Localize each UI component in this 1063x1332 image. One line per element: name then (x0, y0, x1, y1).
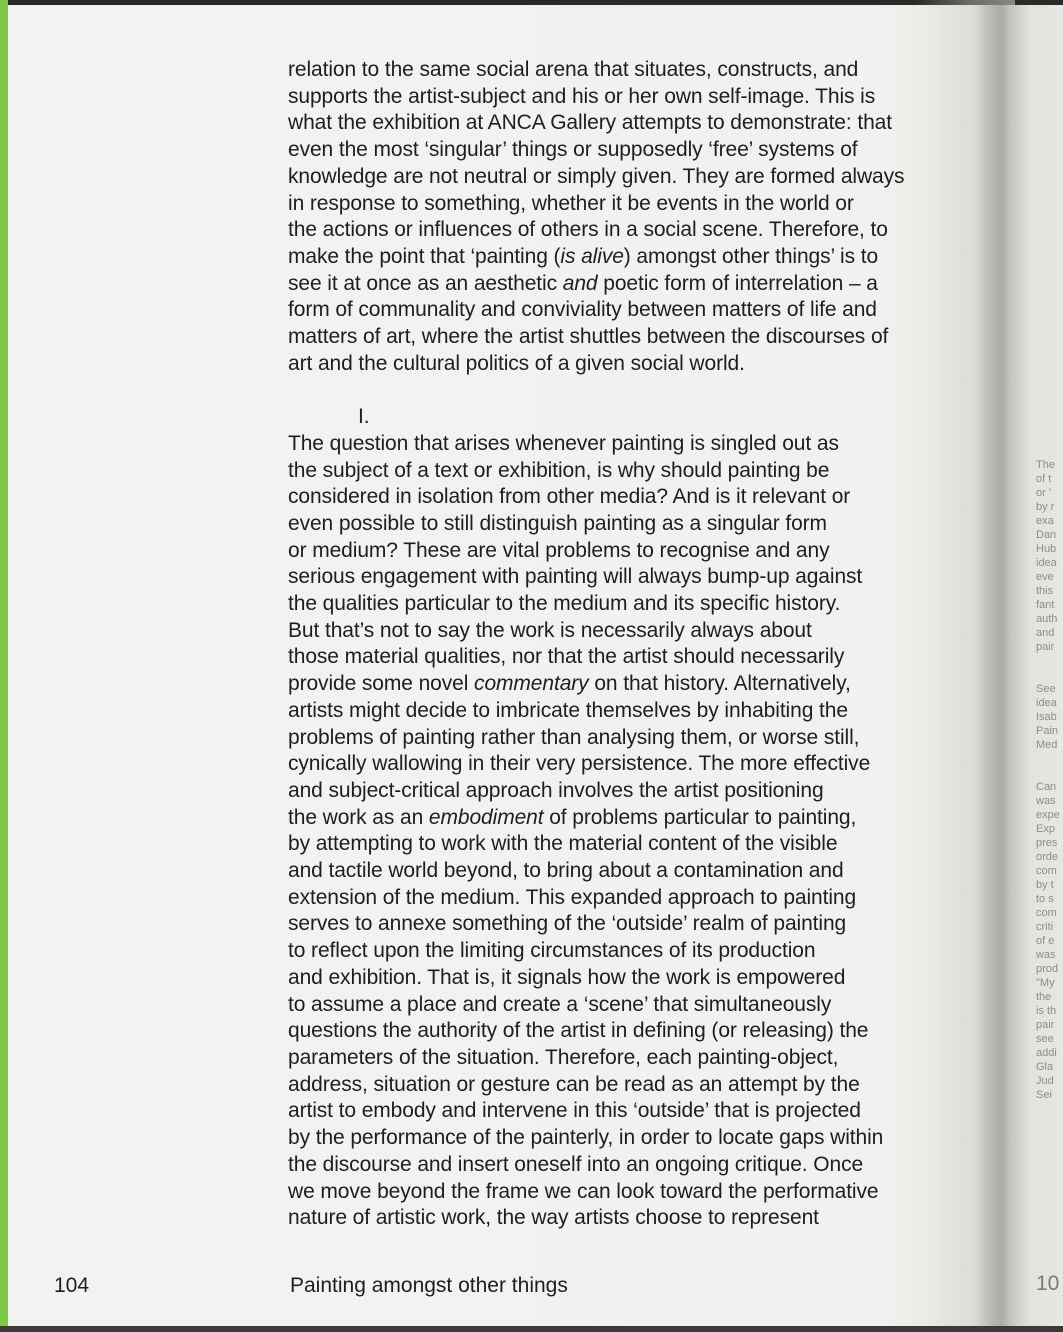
next-page-line-fragment: The (1036, 459, 1055, 471)
next-page-line-fragment: to s (1036, 893, 1054, 905)
next-page-line-fragment: fant (1036, 599, 1055, 611)
text-line: the discourse and insert oneself into an ongoing critique. Once (288, 1152, 864, 1176)
next-page-line-fragment: com (1036, 907, 1057, 919)
text-line: and tactile world beyond, to bring about a contamination and (288, 859, 844, 883)
next-page-line-fragment: Hub (1036, 543, 1057, 555)
text-line: considered in isolation from other media? And is it relevant or (288, 485, 851, 509)
text-line: supports the artist-subject and his or her own self-image. This is (288, 84, 876, 108)
next-page-line-fragment (1036, 766, 1063, 780)
text-line: But that’s not to say the work is necessarily always about (288, 618, 812, 642)
next-page-line-fragment (1036, 654, 1063, 668)
text-line: extension of the medium. This expanded approach to painting (288, 885, 857, 909)
page-bottom-edge (0, 1326, 1063, 1332)
next-page-line-fragment: by t (1036, 879, 1054, 891)
text-line: what the exhibition at ANCA Gallery attempts to demonstrate: that (288, 111, 892, 135)
next-page-line-fragment: Med (1036, 739, 1058, 751)
next-page-line-fragment (1036, 752, 1063, 766)
text-line: even possible to still distinguish painting as a singular form (288, 511, 827, 535)
next-page-line-fragment: auth (1036, 613, 1058, 625)
next-page-line-fragment: of t (1036, 473, 1052, 485)
next-page-line-fragment: the (1036, 991, 1052, 1003)
text-line: questions the authority of the artist in defining (or releasing) the (288, 1019, 869, 1043)
next-page-line-fragment: and (1036, 627, 1055, 639)
next-page-line-fragment (1036, 668, 1063, 682)
next-page-line-fragment: of e (1036, 935, 1055, 947)
next-page-line-fragment: is th (1036, 1005, 1057, 1017)
next-page-line-fragment: idea (1036, 557, 1057, 569)
text-line: the actions or influences of others in a social scene. Therefore, to (288, 218, 888, 242)
text-line: make the point that ‘painting (is alive) amongst other things’ is to (288, 244, 879, 268)
text-line: nature of artistic work, the way artists choose to represent (288, 1206, 819, 1230)
next-page-line-fragment: prod (1036, 963, 1059, 975)
next-page-line-fragment: was (1036, 949, 1056, 961)
next-page-line-fragment: by r (1036, 501, 1055, 513)
text-line: and subject-critical approach involves the artist positioning (288, 778, 824, 802)
next-page-line-fragment: Isab (1036, 711, 1057, 723)
text-line: even the most ‘singular’ things or supposedly ‘free’ systems of (288, 138, 858, 162)
page-number: 104 (54, 1274, 90, 1297)
next-page-line-fragment: See (1036, 683, 1056, 695)
next-page-line-fragment: pair (1036, 1019, 1055, 1031)
next-page-line-fragment: addi (1036, 1047, 1057, 1059)
text-line: knowledge are not neutral or simply given. They are formed always (288, 164, 905, 188)
text-line: problems of painting rather than analysing them, or worse still, (288, 725, 860, 749)
next-page-line-fragment: or ' (1036, 487, 1051, 499)
text-line: serves to annexe something of the ‘outside’ realm of painting (288, 912, 847, 936)
text-line: or medium? These are vital problems to recognise and any (288, 538, 830, 562)
next-page-number: 10 (1036, 1272, 1060, 1295)
next-page-line-fragment: exa (1036, 515, 1054, 527)
next-page-line-fragment: Gla (1036, 1061, 1054, 1073)
next-page-text-fragment (1036, 458, 1063, 1258)
text-line: in response to something, whether it be events in the world or (288, 191, 854, 215)
text-line: matters of art, where the artist shuttles between the discourses of (288, 325, 889, 349)
text-line: and exhibition. That is, it signals how the work is empowered (288, 965, 846, 989)
next-page-line-fragment: Pain (1036, 725, 1059, 737)
text-line: by attempting to work with the material content of the visible (288, 832, 838, 856)
next-page-line-fragment: pres (1036, 837, 1058, 849)
next-page-line-fragment: was (1036, 795, 1056, 807)
text-line: cynically wallowing in their very persistence. The more effective (288, 752, 871, 776)
next-page-line-fragment: Can (1036, 781, 1057, 793)
text-line: artist to embody and intervene in this ‘outside’ that is projected (288, 1099, 861, 1123)
next-page-line-fragment: Jud (1036, 1075, 1054, 1087)
next-page-line-fragment: com (1036, 865, 1057, 877)
text-line: the work as an embodiment of problems particular to painting, (288, 805, 857, 829)
text-line: form of communality and conviviality between matters of life and (288, 298, 877, 322)
next-page-line-fragment: this (1036, 585, 1054, 597)
text-line: by the performance of the painterly, in order to locate gaps within (288, 1126, 884, 1150)
page-top-edge (0, 0, 1063, 5)
running-title: Painting amongst other things (290, 1274, 568, 1297)
text-line: parameters of the situation. Therefore, each painting-object, (288, 1046, 839, 1069)
text-line: see it at once as an aesthetic and poetic form of interrelation – a (288, 271, 878, 295)
text-line: those material qualities, nor that the artist should necessarily (288, 645, 845, 669)
text-line: serious engagement with painting will always bump-up against (288, 565, 863, 589)
text-line: to assume a place and create a ‘scene’ that simultaneously (288, 992, 832, 1016)
text-line: address, situation or gesture can be read as an attempt by the (288, 1072, 860, 1096)
text-line: the subject of a text or exhibition, is why should painting be (288, 458, 830, 482)
green-page-edge (0, 0, 8, 1332)
next-page-line-fragment: orde (1036, 851, 1059, 863)
text-line: to reflect upon the limiting circumstances of its production (288, 939, 816, 963)
text-line: art and the cultural politics of a given social world. (288, 351, 745, 375)
text-line: provide some novel commentary on that history. Alternatively, (288, 672, 851, 696)
text-line: the qualities particular to the medium and its specific history. (288, 592, 841, 616)
text-line: relation to the same social arena that situates, constructs, and (288, 58, 859, 81)
next-page-line-fragment: "My (1036, 977, 1055, 989)
text-line: The question that arises whenever painting is singled out as (288, 431, 839, 455)
section-number: I. (358, 405, 370, 429)
body-text (288, 57, 988, 1232)
next-page-line-fragment: pair (1036, 641, 1055, 653)
next-page-line-fragment: expe (1036, 809, 1060, 821)
text-line: artists might decide to imbricate themselves by inhabiting the (288, 698, 848, 722)
text-line: we move beyond the frame we can look toward the performative (288, 1179, 879, 1203)
next-page-line-fragment: criti (1036, 921, 1054, 933)
next-page-line-fragment: Sei (1036, 1089, 1052, 1101)
next-page-line-fragment: Dan (1036, 529, 1057, 541)
next-page-line-fragment: eve (1036, 571, 1054, 583)
next-page-line-fragment: see (1036, 1033, 1054, 1045)
next-page-line-fragment: Exp (1036, 823, 1055, 835)
next-page-line-fragment: idea (1036, 697, 1057, 709)
paragraph-gap (288, 377, 988, 404)
